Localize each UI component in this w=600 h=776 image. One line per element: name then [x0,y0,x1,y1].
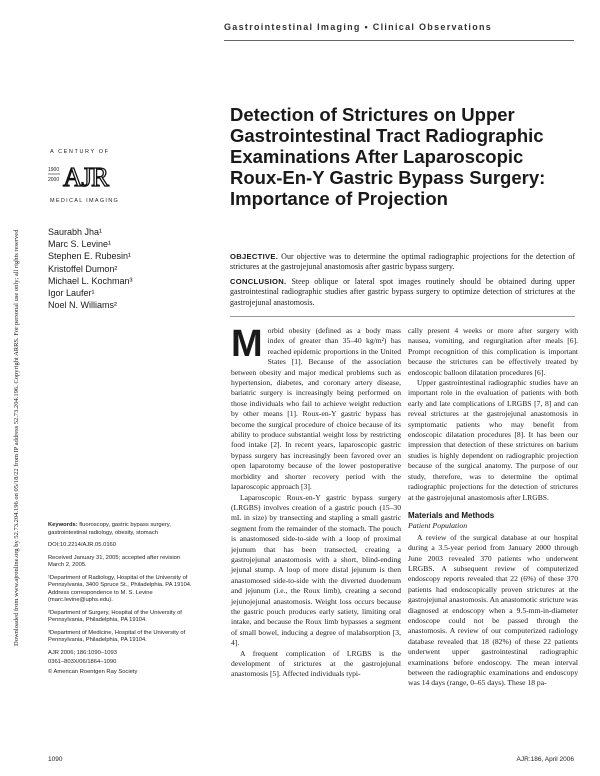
abstract [230,252,575,312]
abstract-objective [230,252,575,273]
author-name: Noel N. Williams² [48,300,118,311]
section-header: Gastrointestinal Imaging • Clinical Observations [224,22,493,32]
article-metadata [48,522,196,681]
abstract-conclusion [230,277,575,308]
author-name: Kristoffel Dumon² [48,263,118,274]
drop-cap: M [231,323,263,365]
affiliation-3: ³Department of Medicine, Hospital of the University of Pennsylvania, Philadelphia, PA 19104. [48,629,186,643]
subsection-heading: Patient Population [408,521,468,531]
citation: AJR 2006; 186:1090–1093 [48,649,117,656]
objective-label: OBJECTIVE. [230,252,279,261]
author-list [48,226,168,311]
logo-year-bottom: 2000 [48,177,60,183]
conclusion-label: CONCLUSION. [230,276,287,286]
header-rule [224,40,574,41]
received-dates: Received January 31, 2005; accepted after revision March 2, 2005. [48,554,181,568]
keywords-text: fluoroscopy, gastric bypass surgery, gastrointestinal radiology, obesity, stomach [48,522,171,536]
doi: DOI:10.2214/AJR.05.0160 [48,542,116,548]
ajr-century-logo [40,144,120,208]
body-text: orbid obesity (defined as a body mass index of greater than 35–40 kg/m²) has reached epidemic proportions in the United States [1]. Because of the association between obesity and major medical problems such as hypertension, diabetes, and coronary artery disease, bariatric surgery is increasingly being performed on those individuals who fail to achieve weight reduction by other means [1]. Roux-en-Y gastric bypass has become the surgical procedure of choice because of its ability to produce substantial weight loss by restricting food intake [2]. In recent years, laparoscopic gastric bypass surgery has increasingly been favored over an open laparotomy because of the lower postoperative morbidity and shorter recovery period with the laparoscopic approach [3]. [231,326,401,492]
download-notice-text: Downloaded from www.ajronline.org by 52.73.204.196 on 05/18/22 from IP address 52.73.204.196. Copyright ARRS. For personal use only; all rights reserved [13,229,20,646]
logo-top-text: A CENTURY OF [50,149,110,155]
body-paragraph [231,323,401,493]
objective-text: Our objective was to determine the optimal radiographic projections for the detection of strictures at the gastrojejunal anastomosis after gastric bypass surgery. [230,252,575,272]
body-column-1 [231,323,401,680]
author-name: Igor Laufer¹ [48,288,95,299]
body-paragraph: Upper gastrointestinal radiographic studies have an important role in the evaluation of patients with both early and late complications of LRGBS [7, 8] and can reveal strictures at the gastrojejunal anastomosis in symptomatic patients who may benefit from endoscopic dilatation procedures [8]. It has been our impression that detection of these strictures on barium studies is highly dependent on radiographic projection because of the surgical anatomy. The purpose of our study, therefore, was to determine the optimal radiographic projections for the detection of strictures at the gastrojejunal anastomosis after LRGBS. [408,378,578,502]
body-column-2 [408,326,578,689]
keywords-label: Keywords: [48,522,78,528]
affiliation-1: ¹Department of Radiology, Hospital of the University of Pennsylvania, 3400 Spruce St., Philadelphia, PA 19104. Address correspondence to M. S. Levine (marc.levine@uphs.edu). [48,574,192,603]
author-name: Stephen E. Rubesin¹ [48,251,132,262]
author-name: Marc S. Levine¹ [48,239,112,250]
conclusion-text: Steep oblique or lateral spot images routinely should be obtained during upper gastrointestinal radiographic studies after gastric bypass surgery to optimize detection of strictures at the gastrojejunal anastomosis. [230,276,575,307]
copyright: © American Roentgen Ray Society [48,668,138,675]
body-paragraph: A frequent complication of LRGBS is the development of strictures at the gastrojejunal anastomosis [5]. Affected individuals typi- [231,648,401,679]
body-paragraph: cally present 4 weeks or more after surgery with nausea, vomiting, and regurgitation after meals [6]. Prompt recognition of this complication is important because the strictures can be effectively treated by endoscopic balloon dilatation procedures [6]. [408,326,578,377]
abstract-rule [230,316,575,317]
author-name: Michael L. Kochman³ [48,275,133,286]
keywords [48,522,196,537]
section-heading: Materials and Methods [408,510,495,520]
download-notice [2,150,20,650]
article-title: Detection of Strictures on Upper Gastrointestinal Tract Radiographic Examinations After Laparoscopic Roux-En-Y Gastric Bypass Surgery: Importance of Projection [230,104,546,209]
body-paragraph: A review of the surgical database at our hospital during a 3.5-year period from January 2000 through June 2003 revealed 370 patients who underwent LRGBS. A subsequent review of computerized endoscopy reports revealed that 22 (6%) of these 370 patients had endoscopically proven strictures at the gastrojejunal anastomosis. An anastomotic stricture was diagnosed at endoscopy when a 9.5-mm-in-diameter endoscope could not be passed through the anastomosis. A review of our computerized radiology database revealed that 18 (82%) of these 22 patients underwent upper gastrointestinal radiographic examinations before endoscopy. The mean interval between the radiographic examinations and endoscopy was 14 days (range, 0–65 days). These 18 pa- [408,532,578,688]
body-paragraph: Laparoscopic Roux-en-Y gastric bypass surgery (LRGBS) involves creation of a gastric pouch (15–30 mL in size) by transecting and stapling a small gastric segment from the remainder of the stomach. The pouch is anastomosed side-to-side with a loop of proximal jejunum that has been transected, creating a gastrojejunal anastomosis with a short, blind-ending jejunal stump. A loop of more distal jejunum is then anastomosed side-to-side with the diverted duodenum and jejunum (i.e., the Roux limb), creating a second jejunojejunal anastomosis. Weight loss occurs because the gastric pouch produces early satiety, limiting oral intake, and because the Roux limb bypasses a segment of small bowel, inducing a degree of malabsorption [3, 4]. [231,492,401,648]
journal-footer: AJR:186, April 2006 [516,756,574,763]
logo-mark: AJR [63,162,109,192]
issn: 0361–803X/06/1864–1090 [48,659,117,665]
logo-bottom-text: MEDICAL IMAGING [50,198,120,204]
affiliation-2: ²Department of Surgery, Hospital of the University of Pennsylvania, Philadelphia, PA 19104. [48,609,182,623]
author-name: Saurabh Jha¹ [48,227,103,237]
page-number: 1090 [48,756,63,763]
logo-year-top: 1900 [48,167,60,173]
